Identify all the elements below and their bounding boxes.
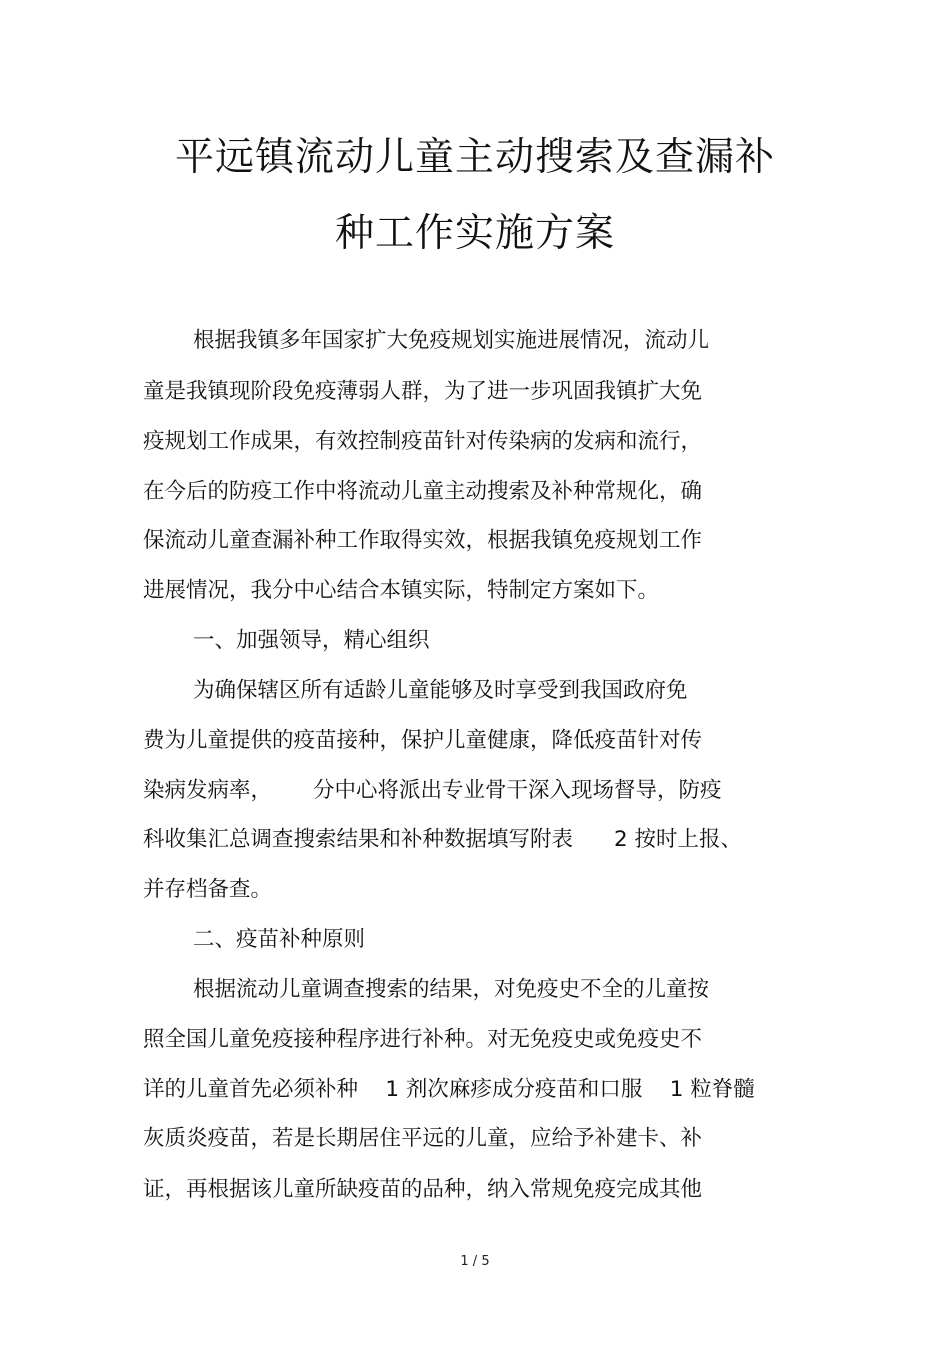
body-line: 疫规划工作成果，有效控制疫苗针对传染病的发病和流行，	[143, 429, 703, 454]
body-line: 保流动儿童查漏补种工作取得实效，根据我镇免疫规划工作	[143, 528, 703, 553]
document-title-line-1: 平远镇流动儿童主动搜索及查漏补	[174, 135, 775, 180]
body-line: 并存档备查。	[143, 877, 273, 902]
body-line: 为确保辖区所有适龄儿童能够及时享受到我国政府免	[193, 678, 688, 703]
body-line: 根据流动儿童调查搜索的结果，对免疫史不全的儿童按	[193, 977, 710, 1002]
body-line: 科收集汇总调查搜索结果和补种数据填写附表 2 按时上报、	[143, 827, 743, 852]
body-line: 进展情况，我分中心结合本镇实际，特制定方案如下。	[143, 578, 660, 603]
document-title-line-2: 种工作实施方案	[334, 211, 615, 256]
body-line: 详的儿童首先必须补种 1 剂次麻疹成分疫苗和口服 1 粒脊髓	[143, 1077, 755, 1102]
body-line: 证，再根据该儿童所缺疫苗的品种，纳入常规免疫完成其他	[143, 1177, 703, 1202]
body-line: 在今后的防疫工作中将流动儿童主动搜索及补种常规化，确	[143, 479, 703, 504]
body-line: 童是我镇现阶段免疫薄弱人群，为了进一步巩固我镇扩大免	[143, 379, 703, 404]
body-line: 染病发病率， 分中心将派出专业骨干深入现场督导，防疫	[143, 778, 722, 803]
page-number: 1 / 5	[460, 1254, 490, 1269]
body-line: 根据我镇多年国家扩大免疫规划实施进展情况，流动儿	[193, 328, 710, 353]
body-line: 照全国儿童免疫接种程序进行补种。对无免疫史或免疫史不	[143, 1027, 703, 1052]
body-line: 灰质炎疫苗，若是长期居住平远的儿童，应给予补建卡、补	[143, 1126, 703, 1151]
section-heading: 二、疫苗补种原则	[193, 927, 366, 952]
section-heading: 一、加强领导，精心组织	[193, 628, 430, 653]
body-line: 费为儿童提供的疫苗接种，保护儿童健康，降低疫苗针对传	[143, 728, 703, 753]
